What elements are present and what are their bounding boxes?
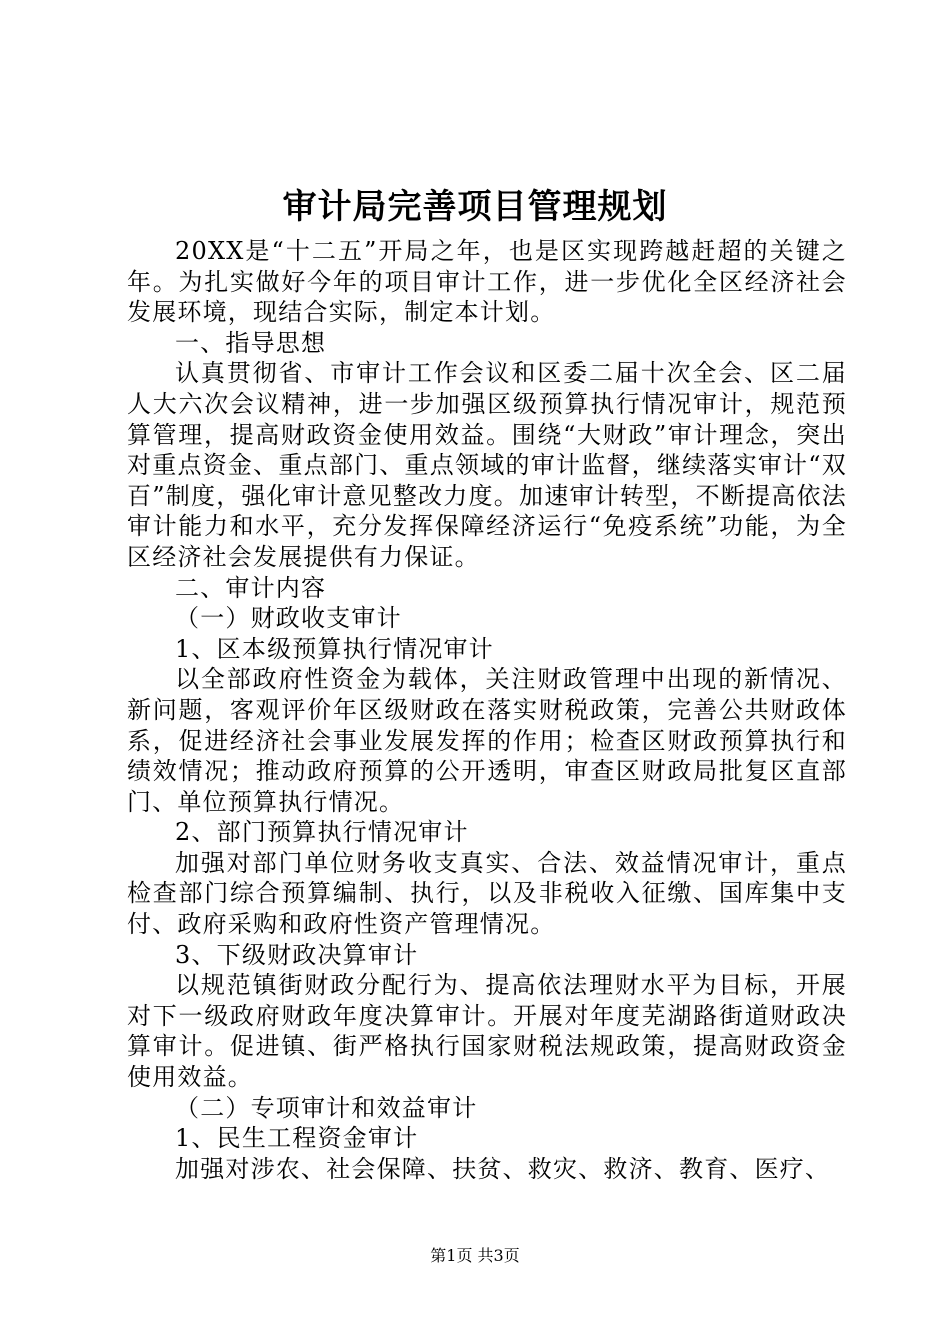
page-number-footer: 第1页 共3页 <box>430 1246 520 1265</box>
subsection-heading-special-audit: （二）专项审计和效益审计 <box>175 1093 478 1122</box>
paragraph-lower-level-final-accounts: 以规范镇街财政分配行为、提高依法理财水平为目标，开展对下一级政府财政年度决算审计。开展对年度芜湖路街道财政决算审计。促进镇、街严格执行国家财税法规政策，提高财政资金使用效益。 <box>127 971 847 1092</box>
subsection-heading-fiscal-audit: （一）财政收支审计 <box>175 604 402 633</box>
section-heading-audit-content: 二、审计内容 <box>175 573 327 602</box>
item-heading-department-budget: 2、部门预算执行情况审计 <box>175 818 469 847</box>
section-heading-guiding-ideology: 一、指导思想 <box>175 328 327 357</box>
document-title: 审计局完善项目管理规划 <box>282 187 668 227</box>
paragraph-budget-execution: 以全部政府性资金为载体，关注财政管理中出现的新情况、新问题，客观评价年区级财政在落实财税政策，完善公共财政体系，促进经济社会事业发展发挥的作用；检查区财政预算执行和绩效情况；推动政府预算的公开透明，审查区财政局批复区直部门、单位预算执行情况。 <box>127 665 847 816</box>
item-heading-lower-level-final-accounts: 3、下级财政决算审计 <box>175 940 419 969</box>
paragraph-department-budget: 加强对部门单位财务收支真实、合法、效益情况审计，重点检查部门综合预算编制、执行，以及非税收入征缴、国库集中支付、政府采购和政府性资产管理情况。 <box>127 848 847 939</box>
paragraph-intro: 20XX是“十二五”开局之年，也是区实现跨越赶超的关键之年。为扎实做好今年的项目审计工作，进一步优化全区经济社会发展环境，现结合实际，制定本计划。 <box>127 237 847 327</box>
item-heading-livelihood-funds: 1、民生工程资金审计 <box>175 1124 419 1153</box>
item-heading-budget-execution: 1、区本级预算执行情况审计 <box>175 634 494 663</box>
paragraph-livelihood-funds: 加强对涉农、社会保障、扶贫、救灾、救济、教育、医疗、 <box>175 1154 831 1183</box>
document-body <box>127 236 847 1184</box>
paragraph-guiding-ideology: 认真贯彻省、市审计工作会议和区委二届十次全会、区二届人大六次会议精神，进一步加强区级预算执行情况审计，规范预算管理，提高财政资金使用效益。围绕“大财政”审计理念，突出对重点资金、重点部门、重点领域的审计监督，继续落实审计“双百”制度，强化审计意见整改力度。加速审计转型，不断提高依法审计能力和水平，充分发挥保障经济运行“免疫系统”功能，为全区经济社会发展提供有力保证。 <box>127 359 847 571</box>
